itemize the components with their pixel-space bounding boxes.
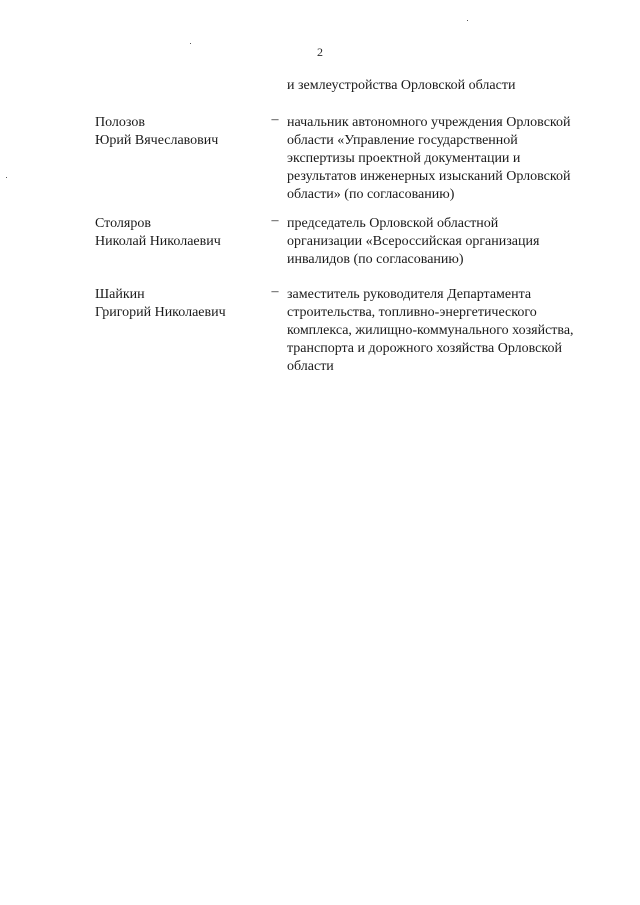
position-line: экспертизы проектной документации и bbox=[287, 151, 521, 166]
member-name bbox=[95, 215, 265, 251]
member-surname: Столяров bbox=[95, 216, 151, 231]
position-line: области bbox=[287, 359, 334, 374]
separator-dash: – bbox=[271, 284, 279, 299]
scan-speck bbox=[190, 43, 191, 44]
member-given-names: Николай Николаевич bbox=[95, 234, 221, 249]
scan-speck bbox=[467, 20, 468, 21]
member-surname: Шайкин bbox=[95, 287, 145, 302]
member-name bbox=[95, 286, 265, 322]
separator-dash: – bbox=[271, 112, 279, 127]
position-line: начальник автономного учреждения Орловской bbox=[287, 115, 571, 130]
position-line: области «Управление государственной bbox=[287, 133, 518, 148]
member-position bbox=[287, 114, 617, 204]
position-line: заместитель руководителя Департамента bbox=[287, 287, 532, 302]
member-position bbox=[287, 286, 617, 376]
continuation-text: и землеустройства Орловской области bbox=[287, 78, 516, 93]
position-line: инвалидов (по согласованию) bbox=[287, 252, 464, 267]
separator-dash: – bbox=[271, 213, 279, 228]
position-line: организации «Всероссийская организация bbox=[287, 234, 540, 249]
member-surname: Полозов bbox=[95, 115, 145, 130]
scan-speck bbox=[6, 177, 7, 178]
member-given-names: Григорий Николаевич bbox=[95, 305, 226, 320]
position-line: строительства, топливно-энергетического bbox=[287, 305, 537, 320]
position-line: председатель Орловской областной bbox=[287, 216, 499, 231]
member-given-names: Юрий Вячеславович bbox=[95, 133, 219, 148]
position-line: результатов инженерных изысканий Орловской bbox=[287, 169, 571, 184]
member-position bbox=[287, 215, 617, 269]
position-line: комплекса, жилищно-коммунального хозяйства, bbox=[287, 323, 574, 338]
position-line: транспорта и дорожного хозяйства Орловской bbox=[287, 341, 562, 356]
position-line: области» (по согласованию) bbox=[287, 187, 455, 202]
page-number: 2 bbox=[317, 45, 323, 59]
member-name bbox=[95, 114, 265, 150]
